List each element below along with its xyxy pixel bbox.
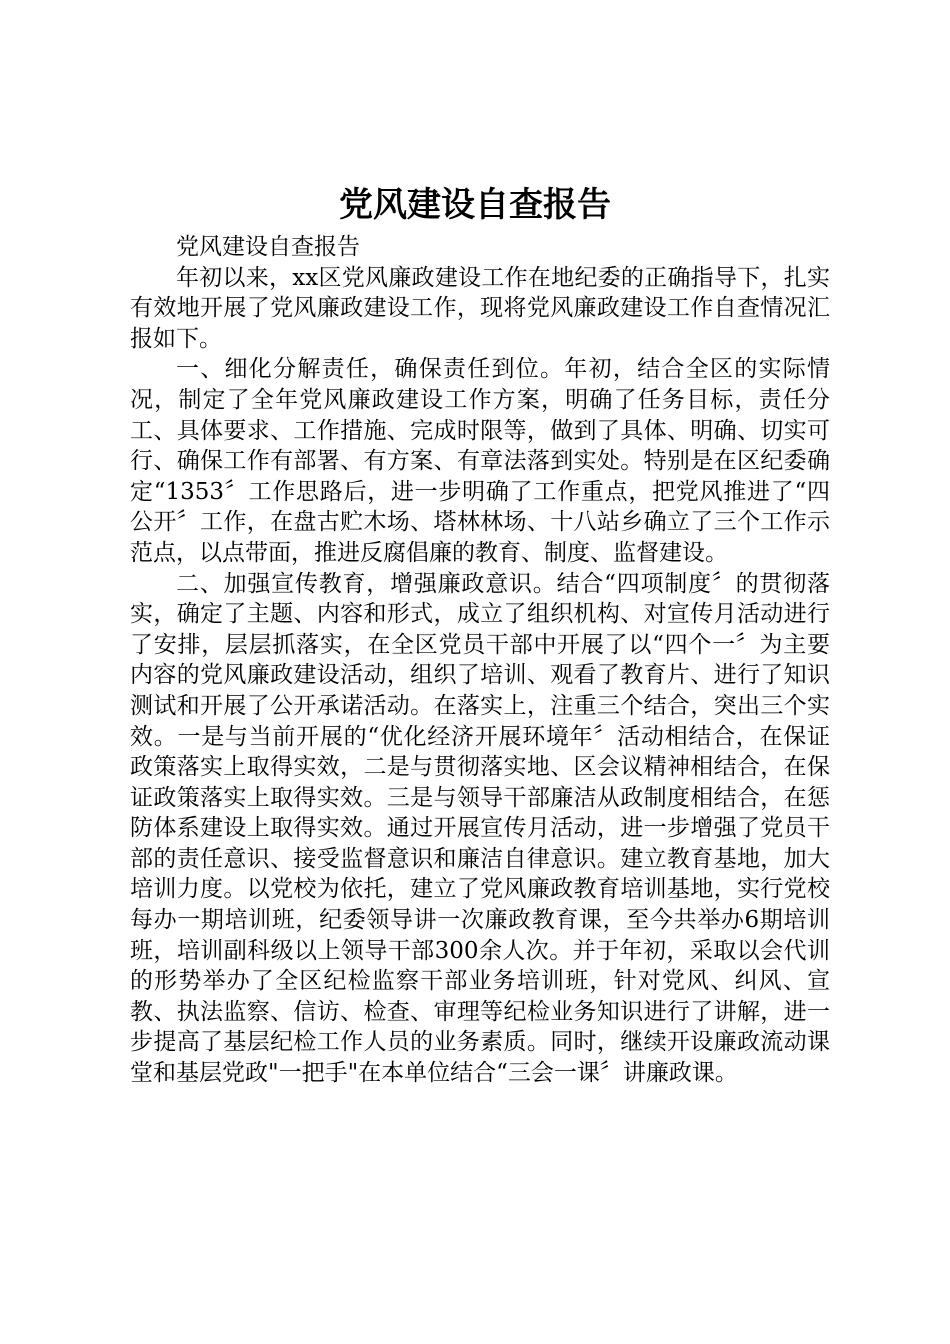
section-two-paragraph: 二、加强宣传教育，增强廉政意识。结合“四项制度〞的贯彻落实，确定了主题、内容和形式，成立了组织机构、对宣传月活动进行了安排，层层抓落实，在全区党员干部中开展了以“四个一〞为主要内容的党风廉政建设活动，组织了培训、观看了教育片、进行了知识测试和开展了公开承诺活动。在落实上，注重三个结合，突出三个实效。一是与当前开展的“优化经济开展环境年〞活动相结合，在保证政策落实上取得实效，二是与贯彻落实地、区会议精神相结合，在保证政策落实上取得实效。三是与领导干部廉洁从政制度相结合，在惩防体系建设上取得实效。通过开展宣传月活动，进一步增强了党员干部的责任意识、接受监督意识和廉洁自律意识。建立教育基地，加大培训力度。以党校为依托，建立了党风廉政教育培训基地，实行党校每办一期培训班，纪委领导讲一次廉政教育课，至今共举办6期培训班，培训副科级以上领导干部300余人次。并于年初，采取以会代训的形势举办了全区纪检监察干部业务培训班，针对党风、纠风、宣教、执法监察、信访、检查、审理等纪检业务知识进行了讲解，进一步提高了基层纪检工作人员的业务素质。同时，继续开设廉政流动课堂和基层党政"一把手"在本单位结合“三会一课〞讲廉政课。 <box>130 570 830 1087</box>
section-one-paragraph: 一、细化分解责任，确保责任到位。年初，结合全区的实际情况，制定了全年党风廉政建设工作方案，明确了任务目标，责任分工、具体要求、工作措施、完成时限等，做到了具体、明确、切实可行、确保工作有部署、有方案、有章法落到实处。特别是在区纪委确定“1353〞工作思路后，进一步明确了工作重点，把党风推进了“四公开〞工作，在盘古贮木场、塔林林场、十八站乡确立了三个工作示范点，以点带面，推进反腐倡廉的教育、制度、监督建设。 <box>130 356 830 566</box>
intro-paragraph: 年初以来，xx区党风廉政建设工作在地纪委的正确指导下，扎实有效地开展了党风廉政建设工作，现将党风廉政建设工作自查情况汇报如下。 <box>130 264 830 352</box>
document-body <box>130 232 830 1089</box>
document-title: 党风建设自查报告 <box>339 185 611 225</box>
subtitle-paragraph: 党风建设自查报告 <box>176 234 360 260</box>
